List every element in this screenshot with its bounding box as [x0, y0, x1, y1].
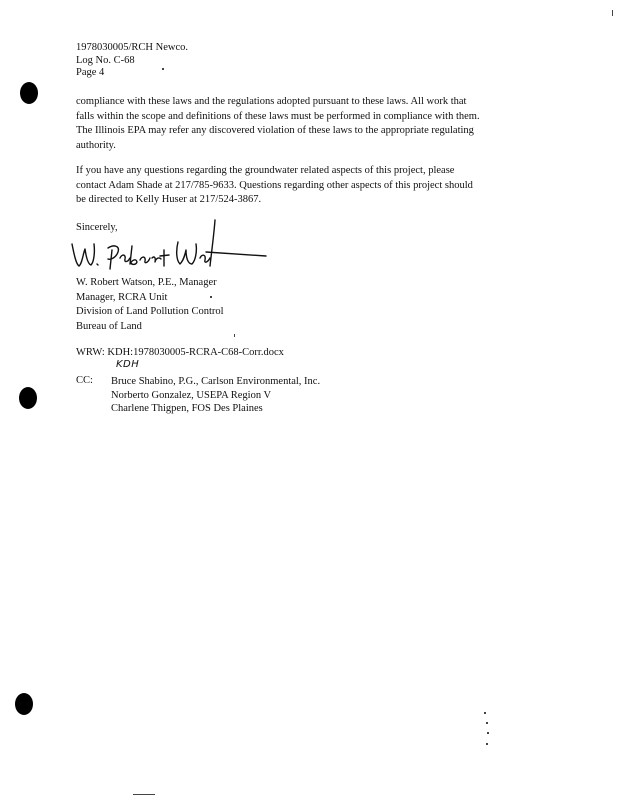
handwritten-signature — [70, 214, 270, 280]
signer-block — [76, 276, 224, 334]
paragraph-line: The Illinois EPA may refer any discovered violation of these laws to the appropriate regulating — [76, 125, 474, 136]
scan-speck — [612, 10, 613, 16]
cc-recipient: Charlene Thigpen, FOS Des Plaines — [111, 403, 263, 414]
closing-salutation: Sincerely, — [76, 222, 118, 233]
signer-bureau: Bureau of Land — [76, 320, 142, 332]
cc-label: CC: — [76, 375, 93, 386]
paragraph-line: compliance with these laws and the regulations adopted pursuant to these laws. All work that — [76, 96, 467, 107]
header-page-number: Page 4 — [76, 67, 105, 78]
signer-division: Division of Land Pollution Control — [76, 306, 224, 317]
header-document-id: 1978030005/RCH Newco. — [76, 42, 188, 53]
scan-speck — [487, 732, 489, 734]
contact-paragraph — [76, 164, 546, 208]
paragraph-line: If you have any questions regarding the groundwater related aspects of this project, please — [76, 165, 455, 176]
cc-recipient: Bruce Shabino, P.G., Carlson Environmental, Inc. — [111, 376, 321, 387]
scan-speck — [234, 334, 235, 337]
paragraph-line: be directed to Kelly Huser at 217/524-3867. — [76, 194, 262, 205]
header-log-number: Log No. C-68 — [76, 54, 135, 66]
cc-recipients — [111, 375, 320, 416]
punch-hole-middle — [19, 387, 37, 409]
paragraph-line: authority. — [76, 139, 116, 151]
scan-speck — [133, 794, 155, 795]
signer-title: Manager, RCRA Unit — [76, 291, 168, 303]
paragraph-line: falls within the scope and definitions of these laws must be performed in compliance with them. — [76, 110, 480, 122]
paragraph-line: contact Adam Shade at 217/785-9633. Questions regarding other aspects of this project should — [76, 179, 473, 191]
punch-hole-bottom — [15, 693, 33, 715]
cc-recipient: Norberto Gonzalez, USEPA Region V — [111, 389, 272, 401]
scan-speck — [484, 712, 486, 714]
page-header — [76, 42, 188, 80]
compliance-paragraph — [76, 95, 546, 153]
document-reference: WRW: KDH:1978030005-RCRA-C68-Corr.docx — [76, 347, 284, 358]
scan-speck — [486, 743, 488, 745]
signer-name: W. Robert Watson, P.E., Manager — [76, 277, 217, 288]
punch-hole-top — [20, 82, 38, 104]
scan-speck — [486, 722, 488, 724]
handwritten-initials: KDH — [116, 359, 140, 370]
